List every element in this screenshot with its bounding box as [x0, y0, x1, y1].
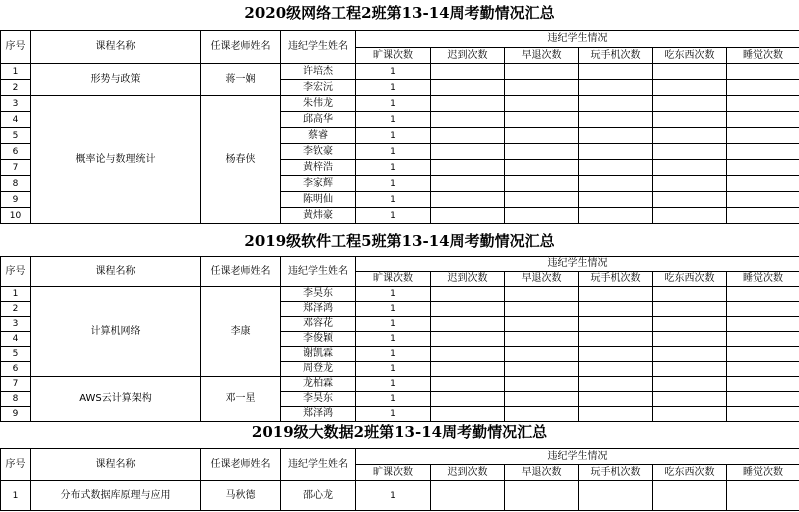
absent-count-cell: 1	[356, 160, 431, 176]
header-seq: 序号	[1, 449, 31, 481]
seq-cell: 2	[1, 302, 31, 317]
sleeping-count-cell	[727, 192, 799, 208]
late-count-cell	[431, 192, 505, 208]
header-eating: 吃东西次数	[653, 272, 727, 287]
early-leave-count-cell	[505, 287, 579, 302]
early-leave-count-cell	[505, 160, 579, 176]
eating-count-cell	[653, 332, 727, 347]
late-count-cell	[431, 481, 505, 511]
late-count-cell	[431, 80, 505, 96]
late-count-cell	[431, 64, 505, 80]
header-course: 课程名称	[31, 449, 201, 481]
sleeping-count-cell	[727, 407, 799, 422]
early-leave-count-cell	[505, 377, 579, 392]
eating-count-cell	[653, 160, 727, 176]
early-leave-count-cell	[505, 208, 579, 224]
teacher-name-cell: 马秋德	[201, 481, 281, 511]
header-teacher: 任课老师姓名	[201, 449, 281, 481]
phone-count-cell	[579, 347, 653, 362]
eating-count-cell	[653, 377, 727, 392]
early-leave-count-cell	[505, 112, 579, 128]
student-name-cell: 蔡睿	[281, 128, 356, 144]
student-name-cell: 李钦豪	[281, 144, 356, 160]
sleeping-count-cell	[727, 112, 799, 128]
absent-count-cell: 1	[356, 362, 431, 377]
teacher-name-cell: 蒋一娴	[201, 64, 281, 96]
seq-cell: 8	[1, 392, 31, 407]
header-sleeping: 睡觉次数	[727, 272, 799, 287]
eating-count-cell	[653, 287, 727, 302]
seq-cell: 4	[1, 332, 31, 347]
eating-count-cell	[653, 112, 727, 128]
phone-count-cell	[579, 377, 653, 392]
header-course: 课程名称	[31, 257, 201, 287]
eating-count-cell	[653, 96, 727, 112]
sleeping-count-cell	[727, 80, 799, 96]
eating-count-cell	[653, 392, 727, 407]
phone-count-cell	[579, 332, 653, 347]
student-name-cell: 郑泽鸿	[281, 407, 356, 422]
late-count-cell	[431, 362, 505, 377]
late-count-cell	[431, 208, 505, 224]
teacher-name-cell: 杨春侠	[201, 96, 281, 224]
sleeping-count-cell	[727, 96, 799, 112]
late-count-cell	[431, 96, 505, 112]
phone-count-cell	[579, 287, 653, 302]
sleeping-count-cell	[727, 160, 799, 176]
late-count-cell	[431, 392, 505, 407]
seq-cell: 1	[1, 287, 31, 302]
student-name-cell: 黄梓浩	[281, 160, 356, 176]
student-name-cell: 李宏沅	[281, 80, 356, 96]
attendance-table	[0, 256, 799, 422]
late-count-cell	[431, 144, 505, 160]
absent-count-cell: 1	[356, 208, 431, 224]
section-title: 2019级软件工程5班第13-14周考勤情况汇总	[244, 232, 555, 250]
sleeping-count-cell	[727, 377, 799, 392]
phone-count-cell	[579, 96, 653, 112]
student-name-cell: 邵心龙	[281, 481, 356, 511]
seq-cell: 4	[1, 112, 31, 128]
early-leave-count-cell	[505, 144, 579, 160]
header-violation-group: 违纪学生情况	[356, 31, 799, 48]
early-leave-count-cell	[505, 96, 579, 112]
seq-cell: 5	[1, 347, 31, 362]
eating-count-cell	[653, 347, 727, 362]
course-name-cell: 概率论与数理统计	[31, 96, 201, 224]
student-name-cell: 许培杰	[281, 64, 356, 80]
student-name-cell: 李昊东	[281, 392, 356, 407]
early-leave-count-cell	[505, 407, 579, 422]
early-leave-count-cell	[505, 302, 579, 317]
early-leave-count-cell	[505, 128, 579, 144]
course-name-cell: AWS云计算架构	[31, 377, 201, 422]
absent-count-cell: 1	[356, 481, 431, 511]
late-count-cell	[431, 332, 505, 347]
seq-cell: 1	[1, 481, 31, 511]
table-row	[1, 481, 799, 511]
phone-count-cell	[579, 160, 653, 176]
phone-count-cell	[579, 362, 653, 377]
sleeping-count-cell	[727, 347, 799, 362]
seq-cell: 2	[1, 80, 31, 96]
seq-cell: 10	[1, 208, 31, 224]
section-title: 2020级网络工程2班第13-14周考勤情况汇总	[244, 4, 555, 22]
header-eating: 吃东西次数	[653, 465, 727, 481]
phone-count-cell	[579, 317, 653, 332]
header-eating: 吃东西次数	[653, 48, 727, 64]
header-early-leave: 早退次数	[505, 48, 579, 64]
absent-count-cell: 1	[356, 347, 431, 362]
header-phone: 玩手机次数	[579, 48, 653, 64]
course-name-cell: 形势与政策	[31, 64, 201, 96]
absent-count-cell: 1	[356, 407, 431, 422]
seq-cell: 7	[1, 377, 31, 392]
seq-cell: 7	[1, 160, 31, 176]
phone-count-cell	[579, 192, 653, 208]
teacher-name-cell: 邓一星	[201, 377, 281, 422]
sleeping-count-cell	[727, 287, 799, 302]
student-name-cell: 李俊颖	[281, 332, 356, 347]
header-late: 迟到次数	[431, 48, 505, 64]
student-name-cell: 李家辉	[281, 176, 356, 192]
header-phone: 玩手机次数	[579, 465, 653, 481]
absent-count-cell: 1	[356, 64, 431, 80]
sleeping-count-cell	[727, 302, 799, 317]
late-count-cell	[431, 302, 505, 317]
late-count-cell	[431, 317, 505, 332]
eating-count-cell	[653, 317, 727, 332]
early-leave-count-cell	[505, 362, 579, 377]
sleeping-count-cell	[727, 176, 799, 192]
phone-count-cell	[579, 176, 653, 192]
student-name-cell: 郑泽鸿	[281, 302, 356, 317]
course-name-cell: 分布式数据库原理与应用	[31, 481, 201, 511]
sleeping-count-cell	[727, 208, 799, 224]
sleeping-count-cell	[727, 481, 799, 511]
header-late: 迟到次数	[431, 465, 505, 481]
early-leave-count-cell	[505, 80, 579, 96]
table-row	[1, 287, 799, 302]
header-violation-group: 违纪学生情况	[356, 449, 799, 465]
early-leave-count-cell	[505, 64, 579, 80]
absent-count-cell: 1	[356, 332, 431, 347]
header-student: 违纪学生姓名	[281, 257, 356, 287]
late-count-cell	[431, 112, 505, 128]
student-name-cell: 朱伟龙	[281, 96, 356, 112]
late-count-cell	[431, 347, 505, 362]
header-teacher: 任课老师姓名	[201, 31, 281, 64]
sleeping-count-cell	[727, 392, 799, 407]
student-name-cell: 邱高华	[281, 112, 356, 128]
late-count-cell	[431, 407, 505, 422]
header-early-leave: 早退次数	[505, 272, 579, 287]
absent-count-cell: 1	[356, 287, 431, 302]
course-name-cell: 计算机网络	[31, 287, 201, 377]
header-early-leave: 早退次数	[505, 465, 579, 481]
student-name-cell: 陈明仙	[281, 192, 356, 208]
sleeping-count-cell	[727, 317, 799, 332]
phone-count-cell	[579, 392, 653, 407]
seq-cell: 9	[1, 192, 31, 208]
absent-count-cell: 1	[356, 317, 431, 332]
late-count-cell	[431, 176, 505, 192]
header-violation-group: 违纪学生情况	[356, 257, 799, 272]
table-row	[1, 96, 799, 112]
student-name-cell: 李昊东	[281, 287, 356, 302]
late-count-cell	[431, 160, 505, 176]
early-leave-count-cell	[505, 192, 579, 208]
eating-count-cell	[653, 208, 727, 224]
student-name-cell: 周登龙	[281, 362, 356, 377]
sleeping-count-cell	[727, 362, 799, 377]
header-teacher: 任课老师姓名	[201, 257, 281, 287]
absent-count-cell: 1	[356, 144, 431, 160]
eating-count-cell	[653, 481, 727, 511]
phone-count-cell	[579, 302, 653, 317]
early-leave-count-cell	[505, 347, 579, 362]
table-row	[1, 377, 799, 392]
phone-count-cell	[579, 481, 653, 511]
absent-count-cell: 1	[356, 176, 431, 192]
header-course: 课程名称	[31, 31, 201, 64]
header-phone: 玩手机次数	[579, 272, 653, 287]
sleeping-count-cell	[727, 128, 799, 144]
early-leave-count-cell	[505, 392, 579, 407]
teacher-name-cell: 李康	[201, 287, 281, 377]
late-count-cell	[431, 287, 505, 302]
early-leave-count-cell	[505, 317, 579, 332]
seq-cell: 3	[1, 317, 31, 332]
seq-cell: 6	[1, 144, 31, 160]
absent-count-cell: 1	[356, 80, 431, 96]
seq-cell: 3	[1, 96, 31, 112]
seq-cell: 8	[1, 176, 31, 192]
early-leave-count-cell	[505, 481, 579, 511]
phone-count-cell	[579, 64, 653, 80]
header-seq: 序号	[1, 31, 31, 64]
sleeping-count-cell	[727, 332, 799, 347]
student-name-cell: 邓容花	[281, 317, 356, 332]
table-row	[1, 64, 799, 80]
seq-cell: 5	[1, 128, 31, 144]
early-leave-count-cell	[505, 332, 579, 347]
header-sleeping: 睡觉次数	[727, 465, 799, 481]
header-absent: 旷课次数	[356, 465, 431, 481]
phone-count-cell	[579, 407, 653, 422]
header-absent: 旷课次数	[356, 48, 431, 64]
sleeping-count-cell	[727, 144, 799, 160]
eating-count-cell	[653, 192, 727, 208]
seq-cell: 6	[1, 362, 31, 377]
absent-count-cell: 1	[356, 377, 431, 392]
eating-count-cell	[653, 64, 727, 80]
header-student: 违纪学生姓名	[281, 449, 356, 481]
absent-count-cell: 1	[356, 302, 431, 317]
eating-count-cell	[653, 362, 727, 377]
attendance-table	[0, 30, 799, 224]
header-absent: 旷课次数	[356, 272, 431, 287]
header-sleeping: 睡觉次数	[727, 48, 799, 64]
header-student: 违纪学生姓名	[281, 31, 356, 64]
student-name-cell: 龙柏霖	[281, 377, 356, 392]
absent-count-cell: 1	[356, 112, 431, 128]
eating-count-cell	[653, 302, 727, 317]
late-count-cell	[431, 128, 505, 144]
eating-count-cell	[653, 144, 727, 160]
phone-count-cell	[579, 128, 653, 144]
eating-count-cell	[653, 128, 727, 144]
absent-count-cell: 1	[356, 96, 431, 112]
seq-cell: 9	[1, 407, 31, 422]
eating-count-cell	[653, 407, 727, 422]
absent-count-cell: 1	[356, 128, 431, 144]
phone-count-cell	[579, 208, 653, 224]
phone-count-cell	[579, 112, 653, 128]
header-late: 迟到次数	[431, 272, 505, 287]
student-name-cell: 谢凯霖	[281, 347, 356, 362]
phone-count-cell	[579, 144, 653, 160]
phone-count-cell	[579, 80, 653, 96]
seq-cell: 1	[1, 64, 31, 80]
section-title: 2019级大数据2班第13-14周考勤情况汇总	[251, 423, 548, 441]
sleeping-count-cell	[727, 64, 799, 80]
student-name-cell: 黄炜豪	[281, 208, 356, 224]
attendance-table	[0, 448, 799, 511]
eating-count-cell	[653, 176, 727, 192]
absent-count-cell: 1	[356, 392, 431, 407]
absent-count-cell: 1	[356, 192, 431, 208]
early-leave-count-cell	[505, 176, 579, 192]
late-count-cell	[431, 377, 505, 392]
eating-count-cell	[653, 80, 727, 96]
header-seq: 序号	[1, 257, 31, 287]
